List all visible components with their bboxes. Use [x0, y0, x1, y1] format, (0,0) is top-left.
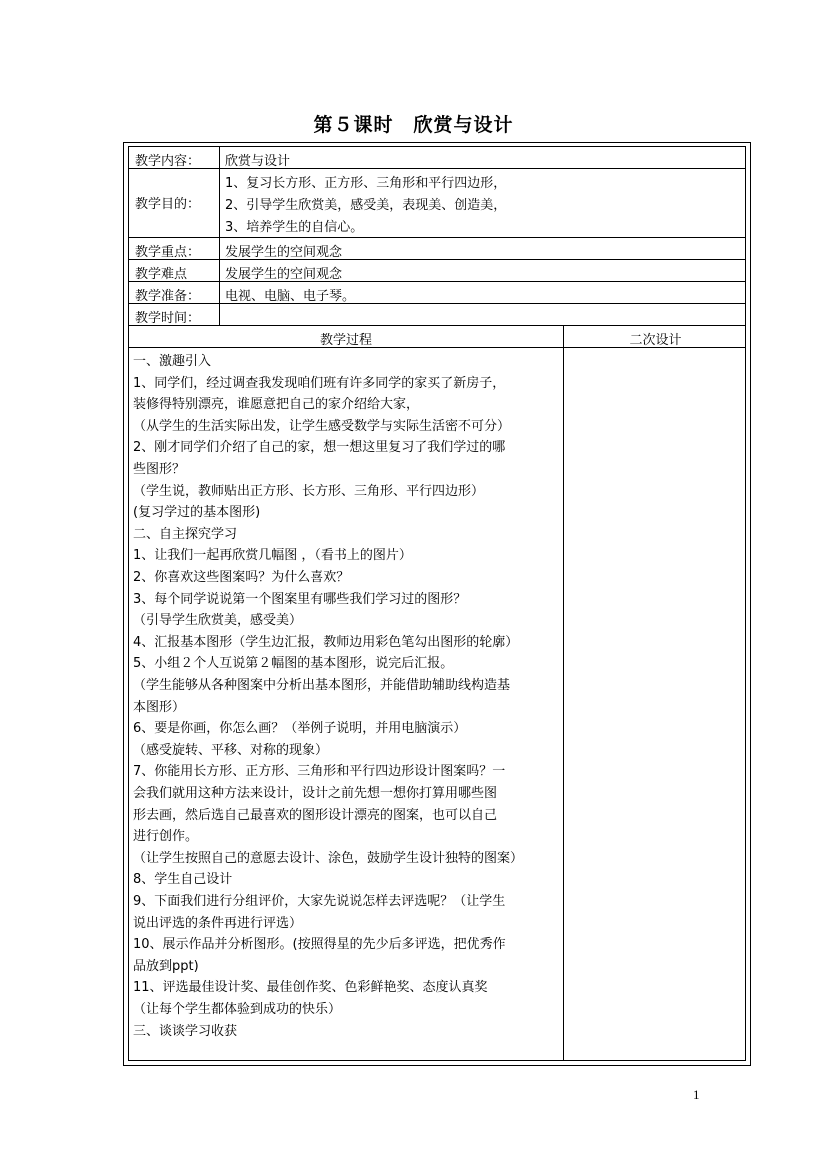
time-label: 教学时间：	[135, 311, 201, 326]
process-line: 7、你能用长方形、正方形、三角形和平行四边形设计图案吗？一	[133, 764, 506, 780]
content-label: 教学内容：	[135, 154, 201, 169]
process-line: 些图形？	[133, 462, 186, 477]
row-divider	[129, 259, 745, 260]
goals-label: 教学目的：	[135, 197, 201, 212]
process-line: 一、激趣引入	[133, 354, 212, 369]
process-line: 1、同学们，经过调查我发现咱们班有许多同学的家买了新房子，	[133, 375, 506, 391]
key-label: 教学重点：	[135, 245, 201, 260]
process-line: 三、谈谈学习收获	[133, 1023, 238, 1039]
row-divider	[129, 325, 745, 326]
process-line: 6、要是你画，你怎么画？（举例子说明，并用电脑演示）	[133, 721, 467, 737]
process-line: 3、每个同学说说第一个图案里有哪些我们学习过的图形？	[133, 591, 467, 607]
second-design-header: 二次设计	[629, 333, 682, 348]
lesson-plan-table	[123, 142, 751, 1066]
process-line: 5、小组２个人互说第２幅图的基本图形，说完后汇报。	[133, 656, 454, 672]
process-column-divider	[563, 325, 564, 1060]
process-line: （引导学生欣赏美，感受美）	[133, 613, 303, 629]
process-line: 10、展示作品并分析图形。(按照得星的先少后多评选，把优秀作	[133, 937, 506, 953]
content-value: 欣赏与设计	[225, 154, 291, 169]
difficulty-label: 教学难点	[135, 267, 188, 282]
process-line: 本图形）	[133, 699, 186, 715]
process-line: 说出评选的条件再进行评选）	[133, 915, 303, 931]
process-line: 9、下面我们进行分组评价，大家先说说怎样去评选呢？（让学生	[133, 894, 506, 909]
process-header: 教学过程	[319, 333, 372, 348]
process-line: （感受旋转、平移、对称的现象）	[133, 742, 329, 758]
row-divider	[129, 168, 745, 169]
process-line: 2、刚才同学们介绍了自己的家，想一想这里复习了我们学过的哪	[133, 440, 506, 456]
page-number: 1	[693, 1087, 700, 1102]
process-line: 2、你喜欢这些图案吗？为什么喜欢？	[133, 570, 350, 585]
difficulty-value: 发展学生的空间观念	[225, 267, 343, 282]
process-line: 4、汇报基本图形（学生边汇报，教师边用彩色笔勾出图形的轮廓）	[133, 634, 519, 650]
goal-line: 1、复习长方形、正方形、三角形和平行四边形，	[225, 176, 507, 191]
process-line: 品放到ppt)	[133, 958, 199, 974]
process-line: 形去画，然后选自己最喜欢的图形设计漂亮的图案，也可以自己	[133, 807, 498, 823]
prep-label: 教学准备：	[135, 289, 201, 304]
key-value: 发展学生的空间观念	[225, 245, 343, 260]
process-line: （让学生按照自己的意愿去设计、涂色，鼓励学生设计独特的图案）	[133, 850, 524, 866]
row-divider	[129, 237, 745, 238]
process-line: (复习学过的基本图形)	[133, 505, 261, 521]
process-line: 11、评选最佳设计奖、最佳创作奖、色彩鲜艳奖、态度认真奖	[133, 980, 488, 996]
row-divider	[129, 303, 745, 304]
process-line: 1、让我们一起再欣赏几幅图 ，（看书上的图片）	[133, 548, 412, 564]
goal-line: 3、培养学生的自信心。	[225, 220, 364, 235]
table-inner-frame	[128, 146, 746, 1061]
prep-value: 电视、电脑、电子琴。	[225, 289, 356, 304]
process-line: （学生说，教师贴出正方形、长方形、三角形、平行四边形）	[133, 483, 485, 499]
label-column-divider	[219, 147, 220, 325]
row-divider	[129, 281, 745, 282]
process-line: 二、自主探究学习	[133, 526, 238, 542]
process-line: 8、学生自己设计	[133, 872, 233, 888]
process-line: （从学生的生活实际出发，让学生感受数学与实际生活密不可分）	[133, 418, 511, 434]
process-line: 会我们就用这种方法来设计，设计之前先想一想你打算用哪些图	[133, 786, 498, 801]
process-line: 装修得特别漂亮，谁愿意把自己的家介绍给大家，	[133, 397, 420, 413]
process-line: 进行创作。	[133, 829, 199, 845]
page-title: 第５课时 欣赏与设计	[313, 114, 514, 136]
goal-line: 2、引导学生欣赏美，感受美，表现美、创造美，	[225, 198, 507, 213]
process-line: （让每个学生都体验到成功的快乐）	[133, 1002, 342, 1017]
process-line: （学生能够从各种图案中分析出基本图形，并能借助辅助线构造基	[133, 678, 511, 693]
